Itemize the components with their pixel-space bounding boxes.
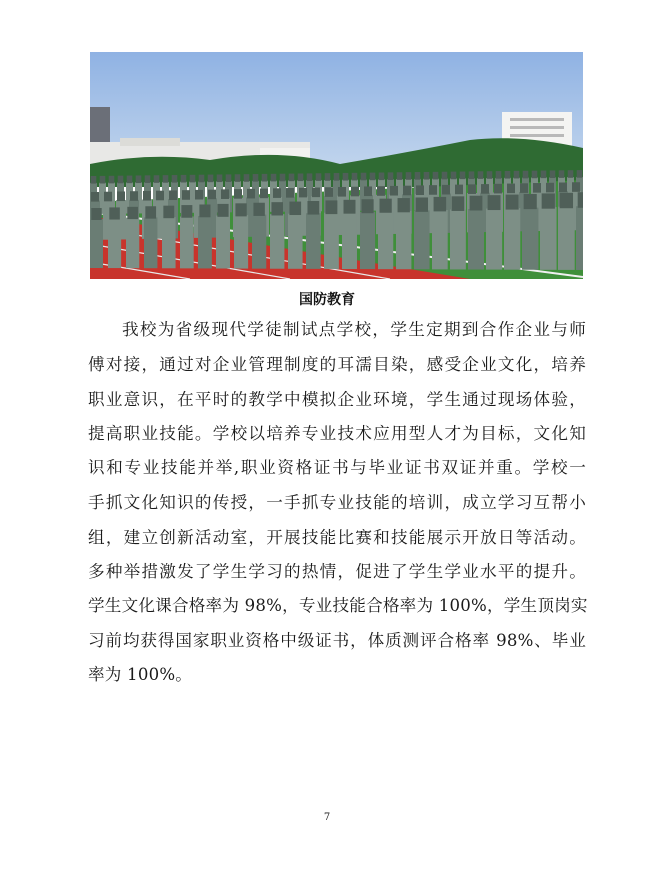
student-figure xyxy=(144,217,157,268)
student-cap xyxy=(234,189,242,199)
student-cap xyxy=(289,202,301,215)
student-cap xyxy=(289,174,295,182)
student-figure xyxy=(234,215,248,269)
student-cap xyxy=(217,174,223,182)
student-cap xyxy=(118,176,124,184)
student-cap xyxy=(541,171,547,179)
student-cap xyxy=(559,170,565,178)
student-cap xyxy=(156,191,164,201)
student-cap xyxy=(127,176,133,184)
page-number: 7 xyxy=(323,812,331,823)
paragraph-line: 学生文化课合格率为 98%，专业技能合格率为 100%，学生顶岗实 xyxy=(88,596,588,615)
student-cap xyxy=(127,207,138,219)
paragraph-line: 傅对接，通过对企业管理制度的耳濡目染，感受企业文化，培养 xyxy=(88,355,586,374)
photo-caption: 国防教育 xyxy=(299,292,355,308)
student-cap xyxy=(208,175,214,183)
student-cap xyxy=(298,173,304,181)
student-cap xyxy=(244,174,250,182)
student-cap xyxy=(524,194,537,209)
student-figure xyxy=(414,210,430,269)
student-cap xyxy=(117,191,125,201)
student-cap xyxy=(221,189,229,199)
student-cap xyxy=(452,196,465,211)
student-cap xyxy=(109,207,120,219)
student-cap xyxy=(351,187,359,197)
student-cap xyxy=(455,185,463,195)
student-cap xyxy=(109,176,115,184)
student-cap xyxy=(361,173,367,181)
student-figure xyxy=(252,215,266,269)
student-cap xyxy=(429,185,437,195)
student-cap xyxy=(488,195,501,210)
student-cap xyxy=(550,170,556,178)
student-cap xyxy=(520,183,528,193)
student-figure xyxy=(108,218,121,268)
student-cap xyxy=(415,172,421,180)
student-cap xyxy=(424,172,430,180)
student-cap xyxy=(190,175,196,183)
student-cap xyxy=(307,201,319,215)
student-cap xyxy=(226,174,232,182)
paragraph-line: 职业意识，在平时的教学中模拟企业环境，学生通过现场体验， xyxy=(88,390,586,409)
student-cap xyxy=(494,184,502,194)
paragraph-line: 识和专业技能并举,职业资格证书与毕业证书双证并重。学校一 xyxy=(88,458,586,477)
student-cap xyxy=(260,189,268,199)
student-cap xyxy=(262,174,268,182)
student-cap xyxy=(338,187,346,197)
student-cap xyxy=(273,188,281,198)
paragraph-line: 多种举措激发了学生学习的热情，促进了学生学业水平的提升。 xyxy=(88,562,586,581)
student-cap xyxy=(286,188,294,198)
student-figure xyxy=(396,211,411,269)
student-cap xyxy=(403,186,411,196)
student-cap xyxy=(481,184,489,194)
student-cap xyxy=(195,190,203,200)
student-cap xyxy=(235,203,246,216)
student-figure xyxy=(558,207,575,270)
student-cap xyxy=(253,203,264,216)
student-cap xyxy=(532,171,538,179)
student-cap xyxy=(390,186,398,196)
student-cap xyxy=(560,193,573,208)
student-figure xyxy=(576,206,583,270)
student-figure xyxy=(504,208,520,270)
student-figure xyxy=(468,209,484,270)
student-figure xyxy=(288,214,303,269)
student-cap xyxy=(271,202,283,215)
student-cap xyxy=(145,206,156,218)
student-cap xyxy=(379,172,385,180)
student-cap xyxy=(235,174,241,182)
student-cap xyxy=(469,171,475,179)
student-cap xyxy=(460,172,466,180)
student-cap xyxy=(136,175,142,183)
student-cap xyxy=(377,186,385,196)
student-cap xyxy=(398,198,410,212)
student-cap xyxy=(388,172,394,180)
student-cap xyxy=(496,171,502,179)
student-cap xyxy=(299,188,307,198)
student-cap xyxy=(91,192,99,202)
student-figure xyxy=(378,211,393,269)
student-cap xyxy=(362,199,374,213)
student-cap xyxy=(312,188,320,198)
student-cap xyxy=(546,183,554,193)
paragraph-line: 提高职业技能。学校以培养专业技术应用型人才为目标，文化知 xyxy=(88,424,586,443)
student-figure xyxy=(450,209,466,269)
student-cap xyxy=(343,173,349,181)
student-cap xyxy=(352,173,358,181)
student-cap xyxy=(578,192,583,208)
student-cap xyxy=(542,193,555,208)
student-cap xyxy=(334,173,340,181)
student-figure xyxy=(522,208,538,270)
student-cap xyxy=(172,175,178,183)
student-figure xyxy=(486,209,502,270)
student-cap xyxy=(533,183,541,193)
student-figure xyxy=(180,216,194,268)
student-cap xyxy=(416,185,424,195)
student-cap xyxy=(370,173,376,181)
student-cap xyxy=(181,175,187,183)
student-cap xyxy=(514,171,520,179)
student-cap xyxy=(100,176,106,184)
student-figure xyxy=(270,214,284,269)
student-cap xyxy=(397,172,403,180)
student-cap xyxy=(506,195,519,210)
student-cap xyxy=(91,176,97,184)
student-figure xyxy=(432,210,448,269)
student-cap xyxy=(208,190,216,200)
student-figure xyxy=(306,213,321,269)
student-cap xyxy=(182,190,190,200)
student-cap xyxy=(163,175,169,183)
student-cap xyxy=(577,170,583,178)
student-figure xyxy=(216,216,230,269)
student-cap xyxy=(507,184,515,194)
student-cap xyxy=(572,182,580,192)
student-figure xyxy=(126,218,139,268)
student-figure xyxy=(198,216,212,268)
student-cap xyxy=(505,171,511,179)
student-cap xyxy=(253,174,259,182)
student-cap xyxy=(451,172,457,180)
student-cap xyxy=(364,186,372,196)
student-cap xyxy=(343,200,355,214)
student-cap xyxy=(559,183,567,193)
student-figure xyxy=(90,219,103,268)
student-figure xyxy=(342,212,357,269)
student-cap xyxy=(130,191,138,201)
paragraph-line: 我校为省级现代学徒制试点学校，学生定期到合作企业与师 xyxy=(122,320,586,339)
paragraph-line: 率为 100%。 xyxy=(88,665,193,684)
military-training-photo xyxy=(90,52,583,279)
student-cap xyxy=(271,174,277,182)
student-cap xyxy=(316,173,322,181)
student-cap xyxy=(568,170,574,178)
student-cap xyxy=(91,208,101,220)
paragraph-line: 手抓文化知识的传授，一手抓专业技能的培训，成立学习互帮小 xyxy=(88,493,586,512)
student-cap xyxy=(523,171,529,179)
student-cap xyxy=(169,190,177,200)
student-cap xyxy=(468,184,476,194)
student-cap xyxy=(145,175,151,183)
student-cap xyxy=(325,187,333,197)
student-cap xyxy=(199,175,205,183)
student-cap xyxy=(470,196,483,211)
student-cap xyxy=(181,205,192,218)
student-cap xyxy=(434,197,447,211)
student-cap xyxy=(307,173,313,181)
student-cap xyxy=(199,204,210,217)
student-cap xyxy=(406,172,412,180)
student-figure xyxy=(162,217,176,268)
student-figure xyxy=(540,207,557,270)
student-cap xyxy=(442,172,448,180)
student-cap xyxy=(442,185,450,195)
student-cap xyxy=(280,174,286,182)
student-cap xyxy=(247,189,255,199)
student-cap xyxy=(217,204,228,217)
student-cap xyxy=(325,173,331,181)
student-cap xyxy=(433,172,439,180)
photo-illustration xyxy=(90,52,583,279)
student-cap xyxy=(478,171,484,179)
student-cap xyxy=(325,200,337,214)
student-cap xyxy=(380,199,392,213)
student-cap xyxy=(163,206,174,219)
student-cap xyxy=(487,171,493,179)
student-cap xyxy=(143,191,151,201)
student-cap xyxy=(104,192,112,202)
student-cap xyxy=(416,197,428,211)
paragraph-line: 习前均获得国家职业资格中级证书，体质测评合格率 98%、毕业 xyxy=(88,631,586,650)
student-cap xyxy=(154,175,160,183)
student-formation xyxy=(90,170,583,270)
student-figure xyxy=(324,213,339,269)
paragraph-line: 组，建立创新活动室，开展技能比赛和技能展示开放日等活动。 xyxy=(88,528,586,547)
student-figure xyxy=(360,212,375,269)
